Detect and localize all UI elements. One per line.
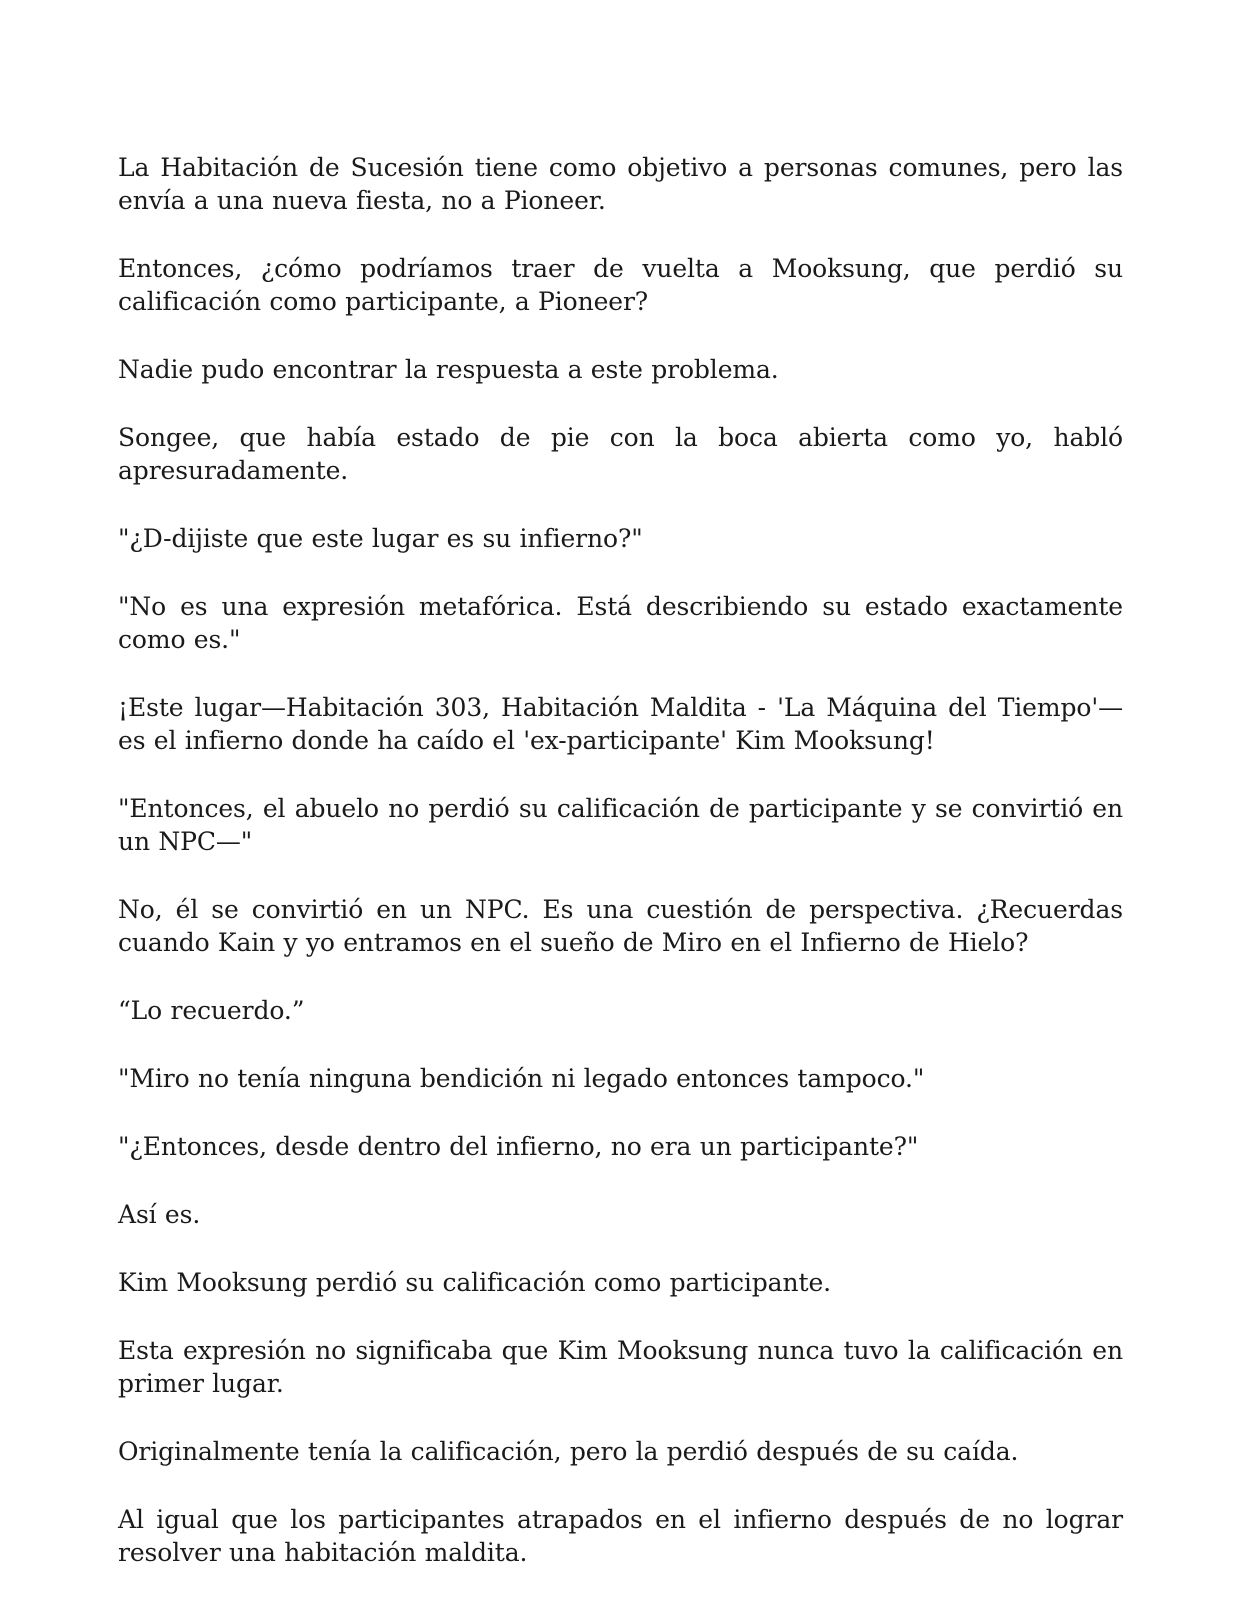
paragraph-17: Al igual que los participantes atrapados en el infierno después de no lograr resolver una habitación maldita. [118, 1505, 1123, 1567]
paragraph-6: "No es una expresión metafórica. Está describiendo su estado exactamente como es." [118, 592, 1123, 654]
paragraph-5: "¿D-dijiste que este lugar es su infierno?" [118, 524, 643, 553]
paragraph-1: La Habitación de Sucesión tiene como objetivo a personas comunes, pero las envía a una nueva fiesta, no a Pioneer. [118, 153, 1123, 215]
paragraph-16: Originalmente tenía la calificación, pero la perdió después de su caída. [118, 1437, 1019, 1466]
paragraph-7: ¡Este lugar—Habitación 303, Habitación Maldita - 'La Máquina del Tiempo'—es el infierno donde ha caído el 'ex-participante' Kim Mooksung! [118, 693, 1123, 755]
paragraph-14: Kim Mooksung perdió su calificación como participante. [118, 1268, 831, 1297]
paragraph-15: Esta expresión no significaba que Kim Mooksung nunca tuvo la calificación en primer lugar. [118, 1336, 1123, 1398]
paragraph-8: "Entonces, el abuelo no perdió su calificación de participante y se convirtió en un NPC—" [118, 794, 1123, 856]
paragraph-2: Entonces, ¿cómo podríamos traer de vuelta a Mooksung, que perdió su calificación como participante, a Pioneer? [118, 254, 1123, 316]
document-page [118, 151, 1123, 1604]
paragraph-3: Nadie pudo encontrar la respuesta a este problema. [118, 355, 779, 384]
paragraph-9: No, él se convirtió en un NPC. Es una cuestión de perspectiva. ¿Recuerdas cuando Kain y yo entramos en el sueño de Miro en el Infierno de Hielo? [118, 895, 1123, 957]
paragraph-4: Songee, que había estado de pie con la boca abierta como yo, habló apresuradamente. [118, 423, 1123, 485]
paragraph-11: "Miro no tenía ninguna bendición ni legado entonces tampoco." [118, 1064, 925, 1093]
paragraph-13: Así es. [118, 1200, 201, 1229]
paragraph-12: "¿Entonces, desde dentro del infierno, no era un participante?" [118, 1132, 919, 1161]
paragraph-10: “Lo recuerdo.” [118, 996, 305, 1025]
